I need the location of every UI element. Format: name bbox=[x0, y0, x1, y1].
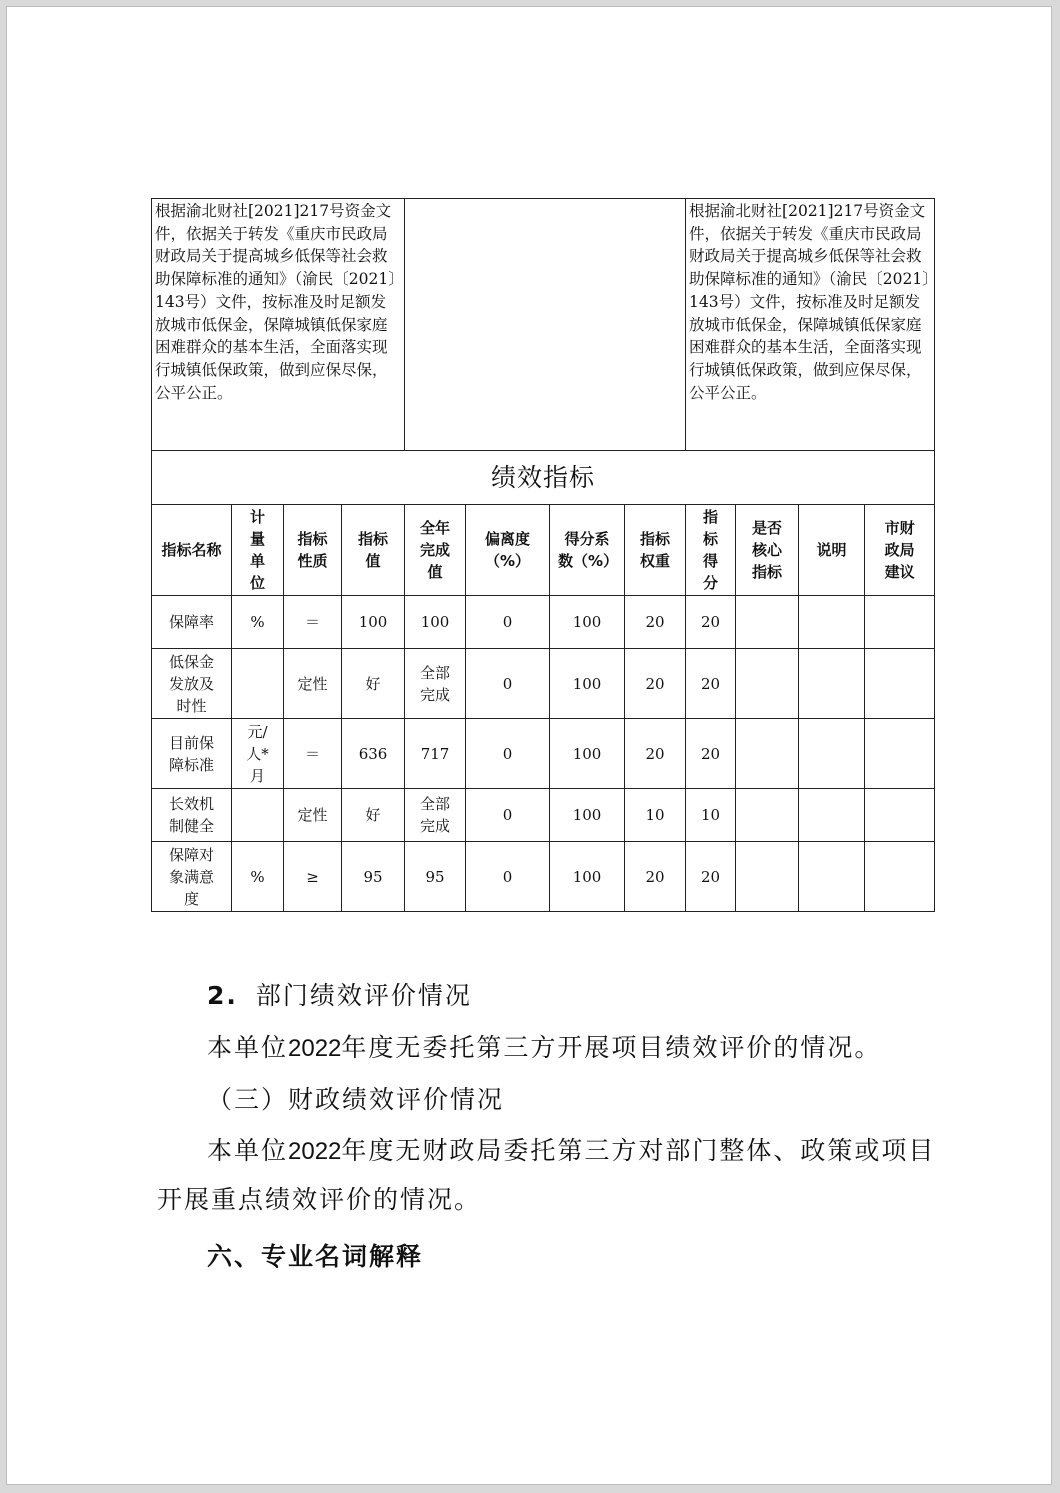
header-cell: 指标得分 bbox=[686, 505, 736, 596]
paragraph-text: 本单位 bbox=[207, 1136, 289, 1165]
table-cell: 100 bbox=[550, 719, 625, 789]
table-row bbox=[152, 719, 935, 789]
table-cell bbox=[736, 649, 799, 719]
table-cell: 低保金发放及时性 bbox=[152, 649, 232, 719]
table-row bbox=[152, 649, 935, 719]
table-cell: 保障率 bbox=[152, 596, 232, 649]
table-row bbox=[152, 789, 935, 842]
header-row bbox=[152, 505, 935, 596]
table-cell: 20 bbox=[686, 719, 736, 789]
table-cell: 100 bbox=[550, 596, 625, 649]
table-cell bbox=[865, 719, 935, 789]
table-cell: ＝ bbox=[284, 719, 342, 789]
table-cell: ≥ bbox=[284, 842, 342, 912]
table-cell: 20 bbox=[686, 649, 736, 719]
table-cell: 20 bbox=[686, 842, 736, 912]
paragraph-text: 年度无委托第三方开展项目绩效评价的情况。 bbox=[341, 1033, 882, 1062]
header-cell: 指标名称 bbox=[152, 505, 232, 596]
table-cell: 保障对象满意度 bbox=[152, 842, 232, 912]
table-cell: 全部完成 bbox=[405, 789, 466, 842]
table-row bbox=[152, 842, 935, 912]
table-cell bbox=[865, 649, 935, 719]
table-cell bbox=[865, 789, 935, 842]
table-cell bbox=[232, 649, 284, 719]
heading-terminology: 六、专业名词解释 bbox=[207, 1242, 424, 1271]
table-cell: 100 bbox=[342, 596, 405, 649]
table-cell: 100 bbox=[550, 789, 625, 842]
table-cell: 10 bbox=[625, 789, 686, 842]
paragraph-text: 年度无财政局委托第三方对部门整体、政策或项目开展重点绩效评价的情况。 bbox=[157, 1136, 936, 1214]
table-cell: 0 bbox=[466, 649, 550, 719]
table-cell: % bbox=[232, 596, 284, 649]
paragraph-year: 2022 bbox=[288, 1035, 342, 1062]
table-row bbox=[152, 596, 935, 649]
table-cell: 全部完成 bbox=[405, 649, 466, 719]
table-cell bbox=[232, 789, 284, 842]
paragraph-fiscal bbox=[157, 1127, 937, 1224]
table-cell: 0 bbox=[466, 719, 550, 789]
header-cell: 指标值 bbox=[342, 505, 405, 596]
header-cell: 指标性质 bbox=[284, 505, 342, 596]
table-cell: 95 bbox=[405, 842, 466, 912]
section-title-row bbox=[152, 451, 935, 505]
table-cell: 0 bbox=[466, 789, 550, 842]
heading-department-evaluation bbox=[207, 972, 907, 1020]
table-cell: ＝ bbox=[284, 596, 342, 649]
table-cell bbox=[799, 649, 865, 719]
table-cell: 10 bbox=[686, 789, 736, 842]
table-cell bbox=[865, 596, 935, 649]
header-cell: 指标权重 bbox=[625, 505, 686, 596]
heading-text: 部门绩效评价情况 bbox=[255, 981, 472, 1010]
table-cell: 95 bbox=[342, 842, 405, 912]
table-cell: 100 bbox=[550, 649, 625, 719]
document-page bbox=[6, 6, 1052, 1485]
heading-number: 2. bbox=[207, 981, 238, 1010]
header-cell: 偏离度（%） bbox=[466, 505, 550, 596]
table-cell: 20 bbox=[625, 842, 686, 912]
table-cell: 定性 bbox=[284, 649, 342, 719]
table-cell: 好 bbox=[342, 789, 405, 842]
header-cell: 全年完成值 bbox=[405, 505, 466, 596]
table-cell bbox=[736, 719, 799, 789]
section-title: 绩效指标 bbox=[152, 451, 935, 505]
table-cell: 717 bbox=[405, 719, 466, 789]
table-cell: 20 bbox=[625, 649, 686, 719]
heading-fiscal-evaluation: （三）财政绩效评价情况 bbox=[207, 1085, 505, 1114]
table-cell: 长效机制健全 bbox=[152, 789, 232, 842]
paragraph-year: 2022 bbox=[288, 1138, 342, 1165]
table-cell: 20 bbox=[625, 719, 686, 789]
table-cell: 0 bbox=[466, 596, 550, 649]
table-cell bbox=[736, 596, 799, 649]
table-cell: 好 bbox=[342, 649, 405, 719]
header-cell: 计量单位 bbox=[232, 505, 284, 596]
table-cell: 目前保障标准 bbox=[152, 719, 232, 789]
table-cell bbox=[736, 789, 799, 842]
header-cell: 是否核心指标 bbox=[736, 505, 799, 596]
table-cell bbox=[736, 842, 799, 912]
header-cell: 说明 bbox=[799, 505, 865, 596]
description-middle bbox=[405, 199, 686, 451]
table-cell: 20 bbox=[686, 596, 736, 649]
performance-table bbox=[151, 198, 938, 912]
table-cell bbox=[799, 789, 865, 842]
header-cell: 得分系数（%） bbox=[550, 505, 625, 596]
table-cell: 定性 bbox=[284, 789, 342, 842]
table-cell: 100 bbox=[550, 842, 625, 912]
table-cell: 20 bbox=[625, 596, 686, 649]
table-cell: % bbox=[232, 842, 284, 912]
header-cell: 市财政局建议 bbox=[865, 505, 935, 596]
paragraph-third-party bbox=[157, 1024, 937, 1073]
table-cell bbox=[799, 719, 865, 789]
table-cell: 636 bbox=[342, 719, 405, 789]
description-row bbox=[152, 199, 935, 451]
description-right: 根据渝北财社[2021]217号资金文件，依据关于转发《重庆市民政局 财政局关于提高城乡低保等社会救助保障标准的通知》（渝民〔2021〕143号）文件，按标准及时足额发放城市低保金，保障城镇低保家庭困难群众的基本生活，全面落实现行城镇低保政策，做到应保尽保，公平公正。 bbox=[686, 199, 935, 451]
table-cell bbox=[799, 596, 865, 649]
description-left: 根据渝北财社[2021]217号资金文件，依据关于转发《重庆市民政局 财政局关于提高城乡低保等社会救助保障标准的通知》（渝民〔2021〕143号）文件，按标准及时足额发放城市低保金，保障城镇低保家庭困难群众的基本生活，全面落实现行城镇低保政策，做到应保尽保，公平公正。 bbox=[152, 199, 405, 451]
table-cell bbox=[799, 842, 865, 912]
table-cell bbox=[865, 842, 935, 912]
table-cell: 元/人*月 bbox=[232, 719, 284, 789]
table-cell: 0 bbox=[466, 842, 550, 912]
table-cell: 100 bbox=[405, 596, 466, 649]
paragraph-text: 本单位 bbox=[207, 1033, 289, 1062]
